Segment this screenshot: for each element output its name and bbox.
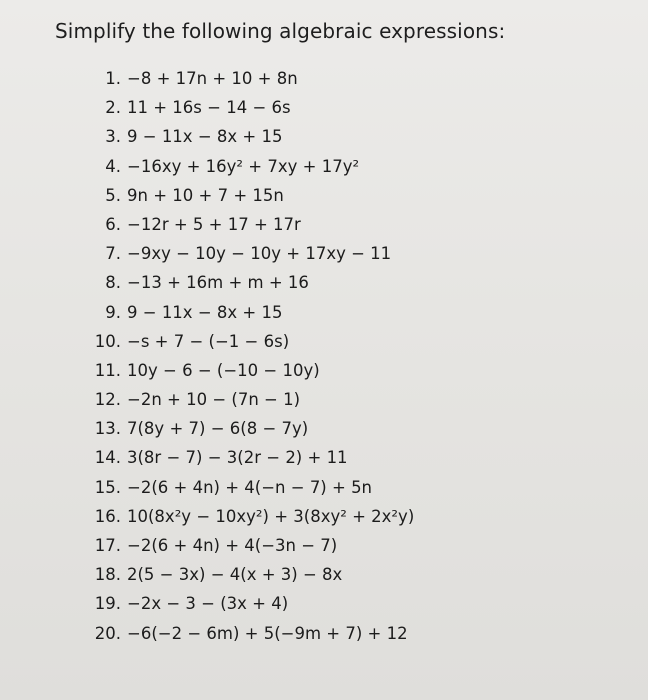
problem-expression: 10(8x²y − 10xy²) + 3(8xy² + 2x²y) — [127, 506, 415, 526]
problem-item — [75, 152, 414, 181]
problem-item — [75, 210, 414, 239]
problem-item — [75, 93, 414, 122]
problem-item — [75, 327, 414, 356]
problem-expression: −12r + 5 + 17 + 17r — [127, 214, 301, 234]
problem-item — [75, 473, 414, 502]
problem-expression: −2x − 3 − (3x + 4) — [127, 594, 289, 614]
problem-expression: 3(8r − 7) − 3(2r − 2) + 11 — [127, 448, 348, 468]
problem-item — [75, 560, 414, 589]
problem-item — [75, 502, 414, 531]
problem-item — [75, 239, 414, 268]
problem-expression: 9 − 11x − 8x + 15 — [127, 302, 283, 322]
problem-item — [75, 356, 414, 385]
problem-list — [75, 64, 414, 648]
problem-expression: −s + 7 − (−1 − 6s) — [127, 331, 290, 351]
problem-item — [75, 531, 414, 560]
problem-item — [75, 181, 414, 210]
problem-expression: −9xy − 10y − 10y + 17xy − 11 — [127, 244, 392, 264]
problem-number: 9. — [105, 302, 121, 322]
problem-number: 12. — [94, 390, 121, 410]
problem-number: 6. — [105, 214, 121, 234]
problem-number: 17. — [94, 536, 121, 555]
problem-item — [75, 443, 414, 472]
problem-expression: 7(8y + 7) − 6(8 − 7y) — [127, 419, 309, 439]
problem-item — [75, 619, 414, 648]
problem-expression: 9n + 10 + 7 + 15n — [127, 185, 284, 205]
problem-expression: 11 + 16s − 14 − 6s — [127, 98, 291, 118]
problem-number: 7. — [105, 244, 121, 264]
problem-number: 8. — [105, 273, 121, 293]
problem-number: 14. — [94, 448, 121, 468]
problem-number: 15. — [94, 477, 121, 497]
problem-item — [75, 298, 414, 327]
problem-number: 20. — [94, 623, 121, 643]
problem-expression: −6(−2 − 6m) + 5(−9m + 7) + 12 — [127, 623, 408, 643]
problem-number: 13. — [94, 419, 121, 439]
problem-item — [75, 385, 414, 414]
problem-number: 1. — [105, 69, 121, 88]
problem-item — [75, 589, 414, 618]
problem-expression: −2(6 + 4n) + 4(−n − 7) + 5n — [127, 477, 373, 497]
problem-number: 2. — [105, 98, 121, 118]
problem-number: 10. — [94, 331, 121, 351]
problem-number: 19. — [94, 594, 121, 614]
page-heading: Simplify the following algebraic expressions: — [55, 19, 506, 43]
problem-number: 18. — [94, 565, 121, 585]
problem-number: 3. — [105, 127, 121, 147]
problem-item — [75, 64, 414, 93]
problem-expression: −2n + 10 − (7n − 1) — [127, 390, 301, 410]
problem-expression: 9 − 11x − 8x + 15 — [127, 127, 283, 147]
problem-expression: −16xy + 16y² + 7xy + 17y² — [127, 156, 360, 176]
problem-number: 11. — [94, 360, 121, 380]
problem-item — [75, 268, 414, 297]
problem-number: 4. — [105, 156, 121, 176]
problem-expression: 10y − 6 − (−10 − 10y) — [127, 360, 320, 380]
problem-expression: −8 + 17n + 10 + 8n — [127, 69, 298, 88]
problem-expression: −2(6 + 4n) + 4(−3n − 7) — [127, 536, 338, 555]
problem-expression: −13 + 16m + m + 16 — [127, 273, 309, 293]
problem-number: 5. — [105, 185, 121, 205]
problem-item — [75, 414, 414, 443]
problem-expression: 2(5 − 3x) − 4(x + 3) − 8x — [127, 565, 343, 585]
problem-number: 16. — [94, 506, 121, 526]
problem-item — [75, 122, 414, 151]
